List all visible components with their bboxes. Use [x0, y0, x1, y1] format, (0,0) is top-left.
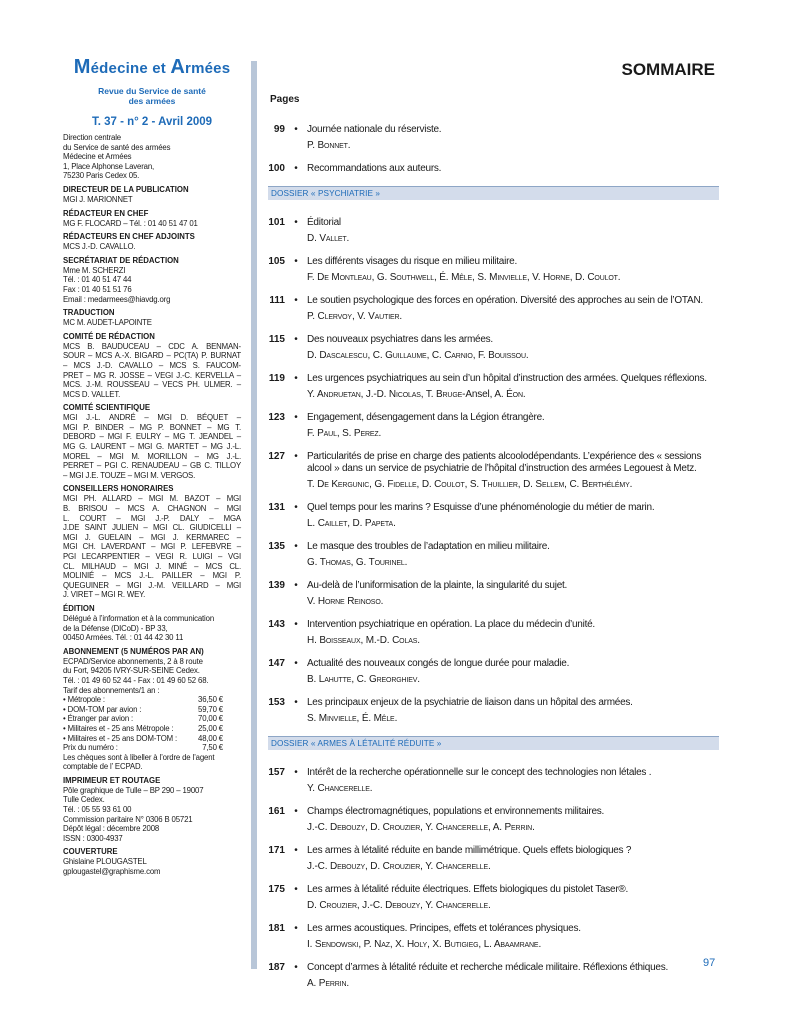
toc-entry — [268, 124, 719, 152]
toc-title: Intérêt de la recherche opérationnelle sur le concept des technologies non létales . — [307, 767, 652, 778]
toc-title: Les armes à létalité réduite électriques. Effets biologiques du pistolet Taser®. — [307, 884, 629, 895]
toc-entry-body — [307, 451, 719, 491]
masthead-sections — [63, 185, 241, 695]
toc-entry-body — [307, 334, 719, 362]
toc-title: Quel temps pour les marins ? Esquisse d’une phénoménologie du métier de marin. — [307, 502, 655, 513]
section-line: Tél. : 01 40 51 47 44 — [63, 275, 132, 285]
price-row — [63, 734, 241, 744]
toc-authors: G. Thomas, G. Tourinel. — [307, 557, 408, 568]
bullet-icon: • — [294, 373, 298, 384]
toc-entry — [268, 334, 719, 362]
address-line: Direction centrale — [63, 133, 121, 142]
section-line: J. VIRET – MGI R. WEY. — [63, 590, 146, 600]
masthead-section — [63, 209, 241, 229]
toc-entry — [268, 697, 719, 725]
address-block — [63, 133, 241, 181]
toc-entry-body — [307, 217, 719, 245]
toc-authors: S. Minvielle, É. Mêle. — [307, 713, 398, 724]
toc-page-number: 119 — [268, 373, 285, 384]
toc-title: Particularités de prise en charge des patients alcoolodépendants. L’expérience des « sessions alcool » dans un service de psychiatrie de l’hôpital d’instruction des armées Legouest à Metz. — [307, 451, 702, 474]
section-line: Mme M. SCHERZI — [63, 265, 126, 275]
address-line: 1, Place Alphonse Laveran, — [63, 161, 155, 171]
masthead-section — [63, 604, 241, 643]
section-heading: IMPRIMEUR ET ROUTAGE — [63, 775, 161, 785]
toc-authors: H. Boisseaux, M.-D. Colas. — [307, 635, 420, 646]
toc-entry-body — [307, 806, 719, 834]
toc-authors: D. Dascalescu, C. Guillaume, C. Carnio, F. Bouissou. — [307, 350, 529, 361]
section-line: MGI P. BINDER – MG P. BONNET – MG T. — [63, 422, 241, 432]
section-line: PERRET – PGI C. RENAUDEAU – GB C. TILLOY — [63, 461, 241, 471]
toc-entry — [268, 923, 719, 951]
masthead-section — [63, 256, 241, 304]
toc-entry-body — [307, 767, 719, 795]
toc-title: Actualité des nouveaux congés de longue durée pour maladie. — [307, 658, 570, 669]
toc-authors: L. Caillet, D. Papeta. — [307, 518, 396, 529]
section-line: QUEGUINER – MGI J.-M. VEILLARD – MGI — [63, 580, 241, 590]
toc-authors: Y. Chancerelle. — [307, 783, 373, 794]
price-value: 70,00 € — [198, 714, 223, 724]
toc-entry — [268, 884, 719, 912]
price-label: • Militaires et - 25 ans Métropole : — [63, 723, 174, 733]
toc-authors: J.-C. Debouzy, D. Crouzier, Y. Chancerelle, A. Perrin. — [307, 822, 535, 833]
toc-page-number: 187 — [268, 962, 285, 973]
toc-title: Les différents visages du risque en milieu militaire. — [307, 256, 518, 267]
toc-authors: T. De Kergunic, G. Fidelle, D. Coulot, S. Thuillier, D. Sellem, C. Berthélémy. — [307, 479, 633, 490]
section-line: MGI CH. LAVERDANT – MGI P. LEFEBVRE – — [63, 542, 241, 552]
price-label: • DOM-TOM par avion : — [63, 704, 142, 714]
toc-entry-body — [307, 373, 719, 401]
masthead-section — [63, 232, 241, 252]
section-line: du Fort, 94205 IVRY-SUR-SEINE Cedex. — [63, 666, 200, 676]
section-body — [63, 342, 241, 400]
toc-title: Champs électromagnétiques, populations et environnements militaires. — [307, 806, 605, 817]
section-body — [63, 266, 241, 304]
toc-title: Journée nationale du réserviste. — [307, 124, 442, 135]
bullet-icon: • — [294, 619, 298, 630]
section-line: Ghislaine PLOUGASTEL — [63, 857, 147, 867]
toc-entry — [268, 217, 719, 245]
toc-authors: D. Vallet. — [307, 233, 350, 244]
toc-page-number: 100 — [268, 163, 285, 174]
toc-entry-body — [307, 124, 719, 152]
toc-entry — [268, 451, 719, 491]
section-line: MCS B. BAUDUCEAU – CDC A. BENMAN- — [63, 341, 241, 351]
cheques-note — [63, 753, 241, 772]
toc-entry-body — [307, 502, 719, 530]
subscription-prices — [63, 695, 241, 753]
toc-title: Les armes acoustiques. Principes, effets et tolérances physiques. — [307, 923, 581, 934]
section-heading: DIRECTEUR DE LA PUBLICATION — [63, 184, 189, 194]
section-line: Commission paritaire N° 0306 B 05721 — [63, 814, 193, 824]
toc-page-number: 153 — [268, 697, 285, 708]
toc-entry — [268, 502, 719, 530]
toc-authors: D. Crouzier, J.-C. Debouzy, Y. Chancerelle. — [307, 900, 491, 911]
toc-title: Les principaux enjeux de la psychiatrie de liaison dans un hôpital des armées. — [307, 697, 633, 708]
section-line: MCS J.-D. CAVALLO. — [63, 242, 136, 252]
toc-title: Des nouveaux psychiatres dans les armées. — [307, 334, 493, 345]
section-heading: ÉDITION — [63, 603, 95, 613]
masthead-section — [63, 647, 241, 695]
section-line: MOREL – MGI M. MORILLON – MG J.-L. — [63, 451, 241, 461]
section-line: ISSN : 0300-4937 — [63, 833, 123, 843]
journal-title: Médecine et Armées — [73, 56, 231, 78]
toc-title: Les armes à létalité réduite en bande millimétrique. Quels effets biologiques ? — [307, 845, 632, 856]
toc-entry-body — [307, 412, 719, 440]
section-line: Délégué à l’information et à la communication — [63, 613, 215, 623]
masthead-column — [63, 56, 241, 877]
toc-entry-body — [307, 163, 719, 175]
section-line: Tulle Cedex. — [63, 795, 105, 805]
toc-entry — [268, 541, 719, 569]
price-value: 59,70 € — [198, 704, 223, 714]
section-line: MGI PH. ALLARD – MGI M. BAZOT – MGI — [63, 494, 241, 504]
pages-label: Pages — [270, 94, 300, 105]
section-line: Email : medarmees@hiavdg.org — [63, 294, 171, 304]
toc-authors: P. Clervoy, V. Vautier. — [307, 311, 403, 322]
toc-page-number: 127 — [268, 451, 285, 462]
section-line: MG G. LAURENT – MGI G. MARTET – MG J.-L. — [63, 442, 241, 452]
toc-page-number: 111 — [269, 295, 285, 306]
toc-entry-body — [307, 541, 719, 569]
section-line: MCS D. VALLET. — [63, 389, 121, 399]
bullet-icon: • — [294, 541, 298, 552]
entries-psychiatrie — [268, 217, 719, 725]
toc-entry-body — [307, 697, 719, 725]
page-number: 97 — [703, 957, 716, 969]
bullet-icon: • — [294, 334, 298, 345]
section-line: PGI LECARPENTIER – VEGI R. LUIGI – VGI — [63, 552, 241, 561]
toc-page-number: 181 — [268, 923, 285, 934]
section-line: Pôle graphique de Tulle – BP 290 – 19007 — [63, 785, 204, 795]
toc-entry — [268, 806, 719, 834]
section-body — [63, 413, 241, 480]
toc-page-number: 157 — [268, 767, 285, 778]
section-line: Tél. : 05 55 93 61 00 — [63, 805, 132, 815]
cheques-line: Les chèques sont à libeller à l’ordre de l’agent — [63, 752, 215, 762]
toc-entry — [268, 767, 719, 795]
section-line: SOUR – MCS A.-X. BIGARD – PC(TA) P. BURNAT — [63, 351, 241, 361]
toc-entry-body — [307, 619, 719, 647]
toc-authors: Y. Andruetan, J.-D. Nicolas, T. Bruge-Ansel, A. Éon. — [307, 389, 526, 400]
section-line: 00450 Armées. Tél. : 01 44 42 30 11 — [63, 633, 184, 643]
section-line: MGI J.-L. ANDRÉ – MGI D. BÉQUET – — [63, 413, 241, 423]
section-line: gplougastel@graphisme.com — [63, 867, 161, 877]
toc-page-number: 139 — [268, 580, 285, 591]
section-line: B. BRISOU – MCS A. CHAGNON – MGI — [63, 504, 241, 514]
bullet-icon: • — [294, 163, 298, 174]
issue-number: T. 37 - n° 2 - Avril 2009 — [91, 116, 213, 128]
masthead-sections-2 — [63, 776, 241, 877]
entries-general — [268, 124, 719, 175]
toc-page-number: 143 — [268, 619, 285, 630]
section-line: DEBORD – MGI F. EULRY – MG T. JEANDEL – — [63, 432, 241, 442]
journal-subtitle: Revue du Service de santé des armées — [98, 86, 206, 106]
toc-entry — [268, 845, 719, 873]
table-of-contents — [268, 124, 719, 1001]
toc-title: Intervention psychiatrique en opération. La place du médecin d’unité. — [307, 619, 595, 630]
toc-entry — [268, 295, 719, 323]
section-heading: RÉDACTEUR EN CHEF — [63, 208, 149, 218]
bullet-icon: • — [294, 962, 298, 973]
bullet-icon: • — [294, 658, 298, 669]
section-body — [63, 242, 241, 252]
toc-entry — [268, 373, 719, 401]
masthead-section — [63, 403, 241, 480]
bullet-icon: • — [294, 124, 298, 135]
section-heading: RÉDACTEURS EN CHEF ADJOINTS — [63, 232, 195, 242]
toc-page-number: 101 — [268, 217, 285, 228]
section-line: L. COURT – MGI J.-P. DALY – MGA — [63, 513, 241, 523]
toc-entry — [268, 580, 719, 608]
section-body — [63, 786, 241, 844]
toc-entry — [268, 962, 719, 990]
toc-authors: P. Bonnet. — [307, 140, 351, 151]
bullet-icon: • — [294, 295, 298, 306]
toc-title: Les urgences psychiatriques au sein d’un hôpital d’instruction des armées. Quelques réflexions. — [307, 373, 707, 384]
bullet-icon: • — [294, 412, 298, 423]
toc-title: Au-delà de l’uniformisation de la plainte, la singularité du sujet. — [307, 580, 568, 591]
section-line: MGI J. GUELAIN – MGI J. KERMAREC – — [63, 532, 241, 542]
section-header-psychiatrie: DOSSIER « PSYCHIATRIE » — [268, 186, 719, 200]
toc-page-number: 135 — [268, 541, 285, 552]
section-heading: CONSEILLERS HONORAIRES — [63, 484, 174, 494]
bullet-icon: • — [294, 502, 298, 513]
toc-page-number: 115 — [268, 334, 285, 345]
price-value: 7,50 € — [202, 743, 223, 753]
address-line: 75230 Paris Cedex 05. — [63, 171, 140, 181]
toc-authors: A. Perrin. — [307, 978, 349, 989]
toc-entry — [268, 163, 719, 175]
bullet-icon: • — [294, 923, 298, 934]
masthead-section — [63, 308, 241, 328]
toc-page-number: 161 — [268, 806, 285, 817]
bullet-icon: • — [294, 884, 298, 895]
price-row — [63, 724, 241, 734]
price-value: 48,00 € — [198, 733, 223, 743]
section-line: J.DE SAINT JULIEN – MGI CL. GIUDICELLI – — [63, 523, 241, 533]
section-line: Tél. : 01 49 60 52 44 - Fax : 01 49 60 52 68. — [63, 675, 209, 685]
section-heading: TRADUCTION — [63, 308, 115, 318]
price-label: Prix du numéro : — [63, 743, 118, 753]
toc-title: Recommandations aux auteurs. — [307, 163, 442, 174]
section-line: Fax : 01 40 51 51 76 — [63, 284, 132, 294]
bullet-icon: • — [294, 845, 298, 856]
toc-entry — [268, 619, 719, 647]
bullet-icon: • — [294, 451, 298, 462]
toc-page-number: 171 — [268, 845, 285, 856]
cheques-line: comptable de l’ ECPAD. — [63, 762, 143, 772]
section-body — [63, 614, 241, 643]
toc-entry — [268, 412, 719, 440]
section-heading: COMITÉ DE RÉDACTION — [63, 331, 155, 341]
section-body — [63, 494, 241, 600]
price-label: • Militaires et - 25 ans DOM-TOM : — [63, 733, 178, 743]
toc-authors: J.-C. Debouzy, D. Crouzier, Y. Chancerelle. — [307, 861, 491, 872]
section-line: MOLINIÉ – MCS J.-L. PAILLER – MGI P. — [63, 571, 241, 581]
entries-armes — [268, 767, 719, 990]
toc-entry-body — [307, 923, 719, 951]
section-line: – MCS J.-D. CAVALLO – MCS S. FAUCOM- — [63, 360, 241, 370]
section-body — [63, 857, 241, 876]
section-line: Dépôt légal : décembre 2008 — [63, 824, 160, 834]
section-heading: COUVERTURE — [63, 847, 118, 857]
section-body — [63, 195, 241, 205]
price-row — [63, 743, 241, 753]
toc-entry-body — [307, 256, 719, 284]
masthead-section — [63, 776, 241, 844]
column-divider — [251, 61, 257, 969]
toc-title: Éditorial — [307, 217, 341, 228]
price-label: • Métropole : — [63, 695, 105, 705]
masthead-section — [63, 332, 241, 400]
toc-entry — [268, 256, 719, 284]
section-body — [63, 219, 241, 229]
masthead-section — [63, 847, 241, 876]
toc-page-number: 123 — [268, 412, 285, 423]
toc-entry — [268, 658, 719, 686]
toc-entry-body — [307, 845, 719, 873]
section-line: PRET – MG R. JOSSE – VEGI J.-C. KERVELLA – — [63, 370, 241, 380]
toc-entry-body — [307, 962, 719, 990]
price-label: • Étranger par avion : — [63, 714, 134, 724]
price-row — [63, 714, 241, 724]
section-line: CL. MILHAUD – MGI J. MINÉ – MCS CL. — [63, 561, 241, 571]
bullet-icon: • — [294, 767, 298, 778]
toc-entry-body — [307, 658, 719, 686]
toc-title: Engagement, désengagement dans la Légion étrangère. — [307, 412, 545, 423]
toc-page-number: 99 — [273, 124, 285, 135]
toc-page-number: 175 — [268, 884, 285, 895]
address-line: du Service de santé des armées — [63, 142, 171, 152]
toc-page-number: 105 — [268, 256, 285, 267]
toc-authors: B. Lahutte, C. Greorghiev. — [307, 674, 420, 685]
section-heading: COMITÉ SCIENTIFIQUE — [63, 403, 151, 413]
section-body — [63, 318, 241, 328]
section-line: ECPAD/Service abonnements, 2 à 8 route — [63, 656, 203, 666]
section-line: de la Défense (DICoD) - BP 33, — [63, 623, 168, 633]
section-line: – MGI J.E. TOUZE – MGI M. VERGOS. — [63, 470, 196, 480]
masthead-section — [63, 185, 241, 205]
toc-entry-body — [307, 295, 719, 323]
section-header-armes: DOSSIER « ARMES À LÉTALITÉ RÉDUITE » — [268, 736, 719, 750]
price-row — [63, 705, 241, 715]
address-line: Médecine et Armées — [63, 152, 132, 162]
section-line: MGI J. MARIONNET — [63, 194, 133, 204]
toc-page-number: 147 — [268, 658, 285, 669]
toc-authors: V. Horne Reinoso. — [307, 596, 384, 607]
toc-authors: F. Paul, S. Perez. — [307, 428, 382, 439]
section-heading: SECRÉTARIAT DE RÉDACTION — [63, 255, 179, 265]
section-heading: ABONNEMENT (5 NUMÉROS PAR AN) — [63, 646, 204, 656]
section-line: MG F. FLOCARD – Tél. : 01 40 51 47 01 — [63, 218, 198, 228]
price-value: 36,50 € — [198, 695, 223, 705]
section-body — [63, 657, 241, 695]
section-line: Tarif des abonnements/1 an : — [63, 685, 160, 695]
toc-title: Le soutien psychologique des forces en opération. Diversité des approches au sein de l’OTAN. — [307, 295, 703, 306]
price-value: 25,00 € — [198, 723, 223, 733]
toc-authors: I. Sendowski, P. Naz, X. Holy, X. Butigieg, L. Abaamrane. — [307, 939, 542, 950]
section-line: MC M. AUDET-LAPOINTE — [63, 318, 152, 328]
toc-entry-body — [307, 580, 719, 608]
toc-title: Concept d’armes à létalité réduite et recherche médicale militaire. Réflexions éthiques. — [307, 962, 668, 973]
toc-title: Le masque des troubles de l’adaptation en milieu militaire. — [307, 541, 550, 552]
bullet-icon: • — [294, 256, 298, 267]
bullet-icon: • — [294, 806, 298, 817]
masthead-section — [63, 484, 241, 600]
section-line: MCS. J.-M. ROUSSEAU – VECS PH. ULMER. – — [63, 380, 241, 390]
toc-page-number: 131 — [268, 502, 285, 513]
toc-authors: F. De Montleau, G. Southwell, É. Mêle, S. Minvielle, V. Horne, D. Coulot. — [307, 272, 621, 283]
toc-entry-body — [307, 884, 719, 912]
bullet-icon: • — [294, 697, 298, 708]
price-row — [63, 695, 241, 705]
contents-heading: SOMMAIRE — [621, 60, 715, 79]
bullet-icon: • — [294, 217, 298, 228]
bullet-icon: • — [294, 580, 298, 591]
